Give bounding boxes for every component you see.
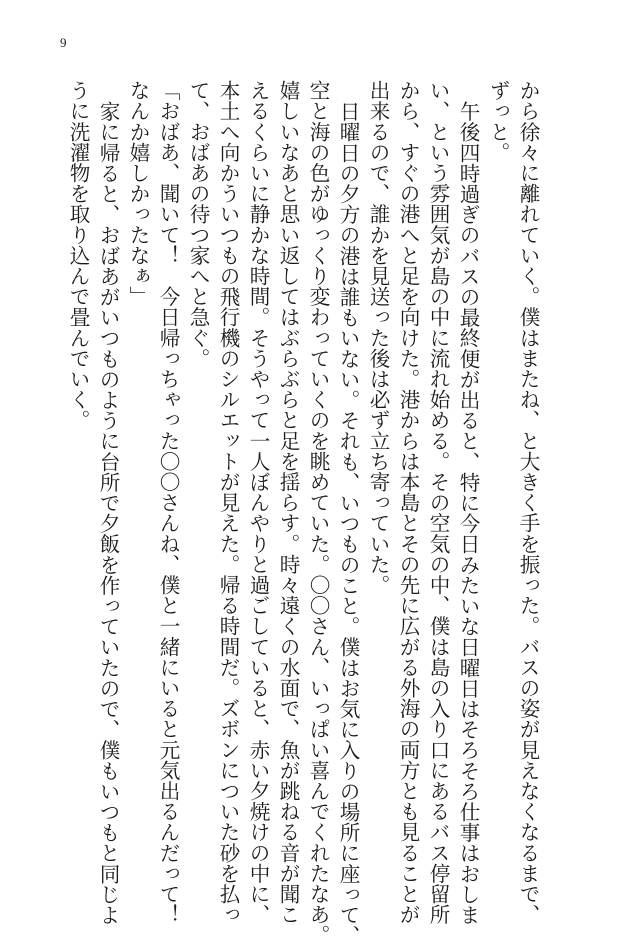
text-line: 嬉しいなあと思い返してはぶらぶらと足を揺らす。時々遠くの水面で、魚が跳ねる音が聞こ bbox=[276, 80, 300, 925]
body-text bbox=[63, 80, 543, 945]
text-line: なんか嬉しかったなぁ」 bbox=[126, 80, 150, 307]
text-line: えるくらいに静かな時間。そうやって一人ぼんやりと過ごしていると、赤い夕焼けの中に、 bbox=[246, 80, 270, 925]
text-line: うに洗濯物を取り込んで畳んでいく。 bbox=[66, 80, 90, 431]
text-line: 午後四時過ぎのバスの最終便が出ると、特に今日みたいな日曜日はそろそろ仕事はおしま bbox=[456, 100, 480, 925]
text-line: 「おばあ、聞いて！ 今日帰っちゃった〇〇さんね、僕と一緒にいると元気出るんだって！ bbox=[156, 80, 180, 925]
text-line: 日曜日の夕方の港は誰もいない。それも、いつものこと。僕はお気に入りの場所に座って、 bbox=[336, 100, 360, 945]
text-line: ずっと。 bbox=[486, 80, 510, 163]
text-line: 出来るので、誰かを見送った後は必ず立ち寄っていた。 bbox=[366, 80, 390, 595]
page-number: 9 bbox=[60, 35, 67, 50]
text-line: から徐々に離れていく。僕はまたね、と大きく手を振った。バスの姿が見えなくなるまで、 bbox=[516, 80, 540, 925]
text-line: から、すぐの港へと足を向けた。港からは本島とその先に広がる外海の両方とも見ることが bbox=[396, 80, 420, 925]
text-line: 空と海の色がゆっくり変わっていくのを眺めていた。〇〇さん、いっぱい喜んでくれたなあ。 bbox=[306, 80, 330, 945]
text-line: 家に帰ると、おばあがいつものように台所で夕飯を作っていたので、僕もいつもと同じよ bbox=[96, 100, 120, 925]
text-line: 本土へ向かういつもの飛行機のシルエットが見えた。帰る時間だ。ズボンについた砂を払っ bbox=[216, 80, 240, 925]
text-line: い、という雰囲気が島の中に流れ始める。その空気の中、僕は島の入り口にあるバス停留所 bbox=[426, 80, 450, 925]
text-line: て、おばあの待つ家へと急ぐ。 bbox=[186, 80, 210, 369]
